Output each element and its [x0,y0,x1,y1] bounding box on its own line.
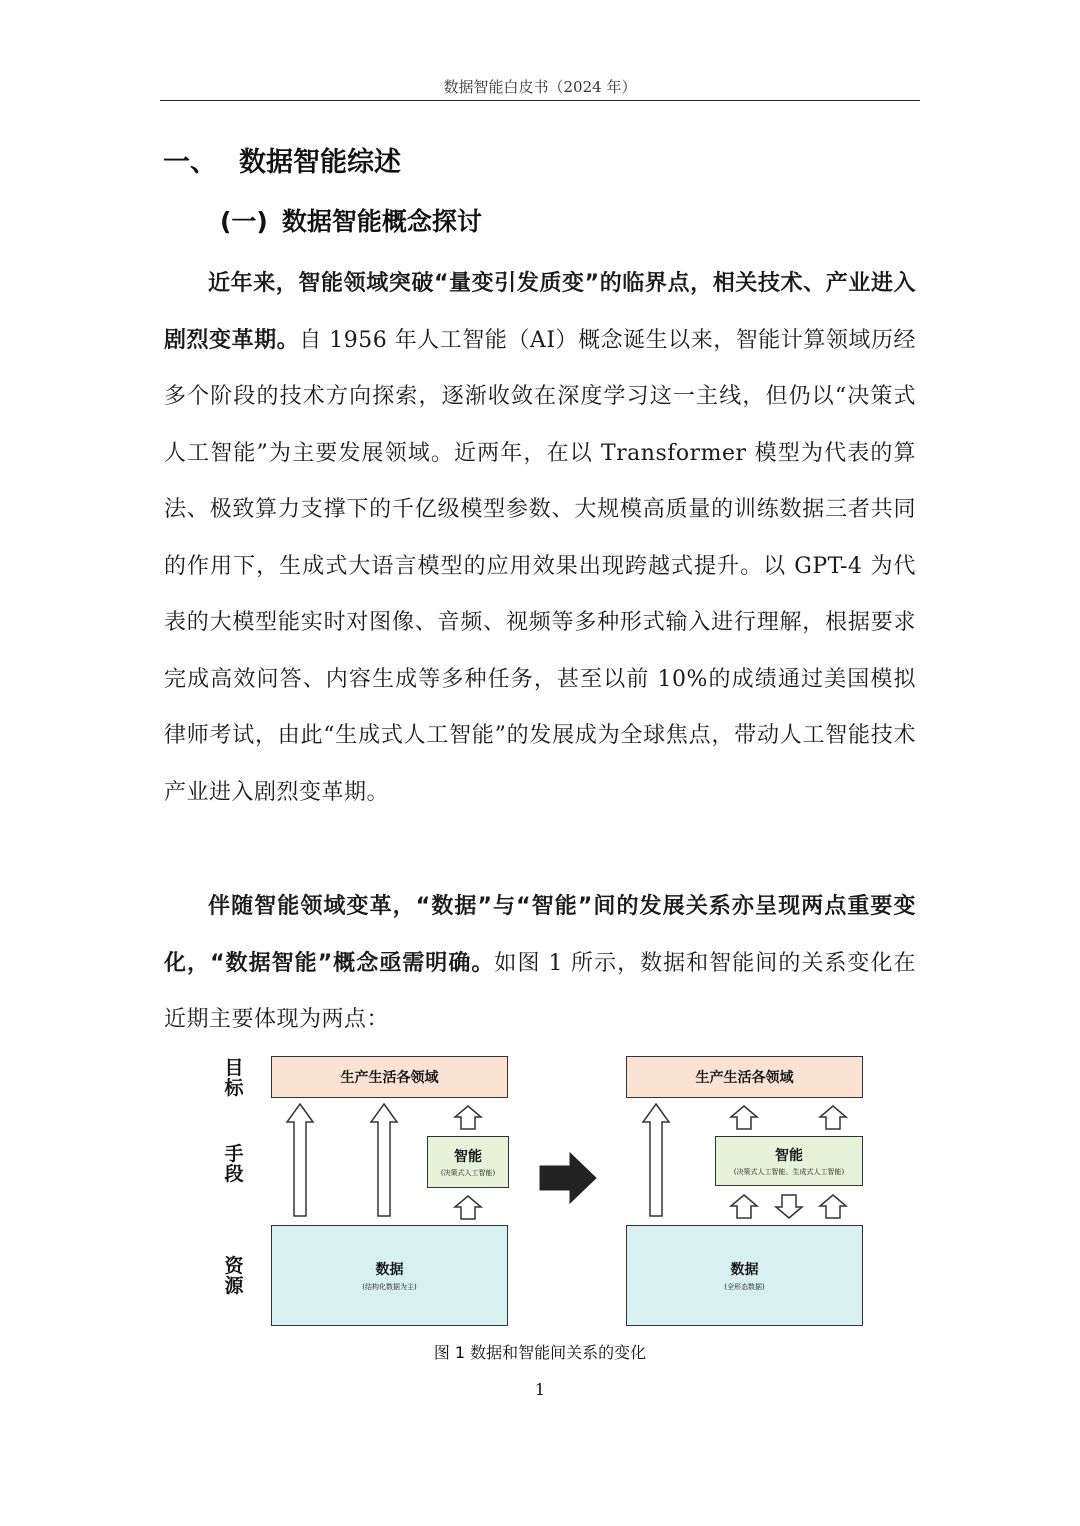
subsection-title: 数据智能概念探讨 [281,207,482,236]
section-number: 一、 [163,147,217,178]
label-resource: 资 源 [224,1255,244,1297]
right-small-up-arrow-bottom-1 [731,1195,757,1218]
left-small-up-arrow-bottom [455,1196,481,1219]
right-tall-up-arrow [643,1104,669,1216]
figure-caption: 图 1 数据和智能间关系的变化 [433,1343,647,1362]
label-goal: 目 标 [224,1057,244,1099]
left-small-up-arrow-top [455,1106,481,1129]
left-intel-title: 智能 [454,1149,482,1165]
left-tall-up-arrow-2 [371,1104,397,1216]
left-intel-sub: (决策式人工智能) [440,1169,496,1177]
page-number: 1 [534,1380,546,1399]
running-header: 数据智能白皮书（2024 年） [443,78,637,96]
right-small-up-arrow-top-1 [731,1106,757,1129]
subsection-number: (一) [220,207,268,236]
right-small-down-arrow [776,1195,802,1218]
paragraph-2-lead: 伴随智能领域变革，“数据”与“智能”间的发展关系亦呈现两点重要变化，“数据智能”概念亟需明确。 [164,894,916,976]
right-small-up-arrow-top-2 [820,1106,846,1129]
right-intel-sub: (决策式人工智能、生成式人工智能) [733,1168,845,1176]
right-data-sub: (全形态数据) [724,1283,765,1291]
left-data-sub: (结构化数据为主) [362,1283,417,1291]
left-tall-up-arrow-1 [287,1104,313,1216]
right-goal-label: 生产生活各领域 [695,1070,794,1086]
right-small-up-arrow-bottom-2 [820,1195,846,1218]
paragraph-1-body: 自 1956 年人工智能（AI）概念诞生以来，智能计算领域历经多个阶段的技术方向探索，逐渐收敛在深度学习这一主线，但仍以“决策式人工智能”为主要发展领域。近两年，在以 Transformer 模型为代表的算法、极致算力支撑下的千亿级模型参数、大规模高质量的训练数据三者共同的作用下，生成式大语言模型的应用效果出现跨越式提升。以 GPT-4 为代表的大模型能实时对图像、音频、视频等多种形式输入进行理解，根据要求完成高效问答、内容生成等多种任务，甚至以前 10%的成绩通过美国模拟律师考试，由此“生成式人工智能”的发展成为全球焦点，带动人工智能技术产业进入剧烈变革期。 [164,327,916,805]
right-data-title: 数据 [730,1262,759,1278]
left-data-title: 数据 [375,1262,404,1278]
paragraph-1-lead: 近年来，智能领域突破“量变引发质变”的临界点，相关技术、产业进入剧烈变革期。 [164,271,916,353]
section-title: 数据智能综述 [239,147,401,178]
paragraph-2-body: 如图 1 所示，数据和智能间的关系变化在近期主要体现为两点： [164,950,916,1032]
right-intel-title: 智能 [775,1148,803,1164]
left-goal-label: 生产生活各领域 [340,1070,439,1086]
transition-arrow-icon [540,1153,596,1203]
label-means: 手 段 [224,1143,244,1185]
